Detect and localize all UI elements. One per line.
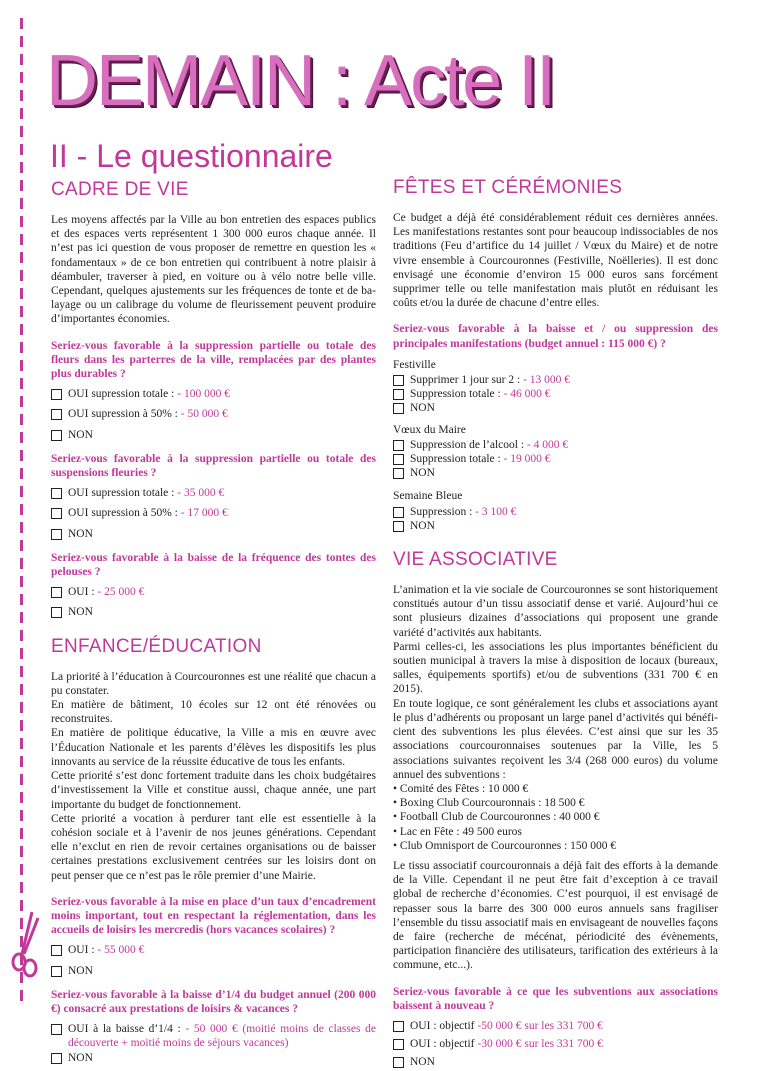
option-label: NON <box>68 527 93 540</box>
section-cadre-de-vie <box>51 177 376 620</box>
group-label: Festiville <box>393 358 436 371</box>
checkbox[interactable] <box>51 508 62 519</box>
option-label: NON <box>68 1051 93 1064</box>
list-item: • Football Club de Courcouronnes : 40 000 € <box>393 811 600 824</box>
option-label: OUI supression totale : <box>68 388 178 401</box>
option-oui-totale[interactable] <box>51 387 376 401</box>
checkbox[interactable] <box>51 430 62 441</box>
option-oui-50[interactable] <box>51 407 376 421</box>
option-label: OUI supression totale : <box>68 487 178 500</box>
checkbox[interactable] <box>393 468 404 479</box>
question: Seriez-vous favorable à la baisse d’1/4 du budget annuel (200 000 €) consacré aux prestations de loisirs & vacances ? <box>51 988 376 1015</box>
checkbox[interactable] <box>51 607 62 618</box>
option-amount: - 3 100 € <box>475 505 517 518</box>
option-label: OUI : <box>68 586 98 599</box>
section-fetes-ceremonies <box>393 175 718 533</box>
option-label: NON <box>68 428 93 441</box>
option-amount: - 13 000 € <box>523 374 571 387</box>
option-non[interactable] <box>393 1055 718 1069</box>
option-oui[interactable] <box>51 585 376 599</box>
option-label: Supprimer 1 jour sur 2 : <box>410 374 524 387</box>
checkbox[interactable] <box>393 403 404 414</box>
option-label: NON <box>410 1056 435 1069</box>
question: Seriez-vous favorable à la mise en place d’un taux d’encadrement moins important, tout en respectant la réglementation, dans les accueils de loisirs les mercredis (hors vacances scolaires) ? <box>51 895 376 937</box>
section-heading: VIE ASSOCIATIVE <box>393 549 558 571</box>
paragraph: Cette priorité s’est donc fortement traduite dans les choix budgétaires d’investissement la Ville et constitue aussi, chaque année, une part importante du budget de fonctionnement. <box>51 770 376 811</box>
option-amount: -50 000 € sur les 331 700 € <box>477 1019 603 1032</box>
list-item: • Comité des Fêtes : 10 000 € <box>393 782 529 795</box>
section-intro: Ce budget a déjà été considérablement réduit ces dernières années. Les manifestations restantes sont pour beaucoup indissociables de nos traditions (Feu d’artifice du 14 juillet / Vœux du Maire) et de notre vivre ensemble à Courcouronnes (Festiville, Noëlleries). Il est donc envisagé une économie d’environ 15 000 euros sans forcément supprimer telle ou telle manifestation mais plutôt en réduisant les coûts et/ou la durée de chacune d’entre elles. <box>393 212 718 310</box>
checkbox[interactable] <box>51 966 62 977</box>
option-label: OUI : objectif <box>410 1038 478 1051</box>
option-amount: - 19 000 € <box>503 453 551 466</box>
checkbox[interactable] <box>393 389 404 400</box>
option-label: NON <box>410 519 435 532</box>
question: Seriez-vous favorable à la suppression partielle ou totale des suspensions fleuries ? <box>51 452 376 480</box>
option-amount: -30 000 € sur les 331 700 € <box>477 1038 603 1051</box>
option-non[interactable] <box>393 401 718 415</box>
option-amount: - 46 000 € <box>503 388 551 401</box>
paragraph: Cette priorité a vocation à perdurer tant elle est essentielle à la cohésion sociale et à l’avenir de nos jeunes générations. Cependant elle n’exclut en rien de revoir certaines organisations ou de baisser certaines prestations exclusivement centrées sur les loisirs dont on peut penser que ce n’est pas le rôle premier d’une Mairie. <box>51 812 376 882</box>
option[interactable] <box>393 373 718 387</box>
option-amount: - 35 000 € <box>177 487 225 500</box>
paragraph: Le tissu associatif courcouronnais a déjà fait des efforts à la demande de la Ville. Cependant il ne peut être fait d’exception à ce travail global de recherche d’économies. C’est pourquoi, il est envisagé de repasser sous la barre des 300 000 euros annuels sans fragiliser l’ensemble du tissu associatif mais en envisageant de nouvelles façons de faire (recherche de mécénat, périodicité des évènements, participation financière des utilisateurs, tarification des extérieurs à la commune, etc...). <box>393 859 718 972</box>
checkbox[interactable] <box>393 507 404 518</box>
option-oui-50000[interactable] <box>393 1019 718 1033</box>
option-label: Suppression totale : <box>410 453 504 466</box>
left-column <box>51 173 376 1071</box>
list-item: • Club Omnisport de Courcouronnes : 150 000 € <box>393 839 617 852</box>
paragraph: Parmi celles-ci, les associations les plus importantes bénéficient du soutien municipal à travers la mise à disposition de locaux (bureaux, salles, équipements sportifs) et/ou de subventions (331 700 € en 2015). <box>393 640 718 696</box>
option[interactable] <box>393 452 718 466</box>
section-heading: ENFANCE/ÉDUCATION <box>51 635 262 657</box>
checkbox[interactable] <box>51 409 62 420</box>
option-label: NON <box>68 606 93 619</box>
option[interactable] <box>393 387 718 401</box>
paragraph: En matière de politique éducative, la Ville a mis en œuvre avec l’Éducation Nationale et les parents d’élèves les dispositifs les plus innovants au service de la réussite éducative de tous les enfants. <box>51 727 376 768</box>
option-label: NON <box>410 467 435 480</box>
option-label: OUI : objectif <box>410 1019 478 1032</box>
option-amount: - 100 000 € <box>177 388 230 401</box>
section-vie-associative <box>393 547 718 1070</box>
section-heading: CADRE DE VIE <box>51 179 189 200</box>
option-non[interactable] <box>393 519 718 533</box>
checkbox[interactable] <box>51 1053 62 1064</box>
checkbox[interactable] <box>51 1024 62 1035</box>
option-oui[interactable] <box>51 943 376 957</box>
checkbox[interactable] <box>51 529 62 540</box>
group-label: Semaine Bleue <box>393 490 463 503</box>
option-oui-30000[interactable] <box>393 1037 718 1051</box>
paragraph: En toute logique, ce sont généralement les clubs et associations ayant le plus d’adhérents ou proposant un large panel d’activités qui bénéficient des subventions les plus élevées. C’est ainsi que sur les 35 associations courcouronnaises soutenues par la Ville, les 5 associations suivantes reçoivent les 3/4 (268 000 euros) du volume annuel des subventions : <box>393 697 718 781</box>
option-non[interactable] <box>51 428 376 442</box>
section-enfance-education <box>51 634 376 1065</box>
option-oui-50[interactable] <box>51 506 376 520</box>
cut-line <box>20 18 23 1018</box>
group-label: Vœux du Maire <box>393 423 466 436</box>
question: Seriez-vous favorable à la baisse et / ou suppression des principales manifestations (budget annuel : 115 000 €) ? <box>393 323 718 350</box>
checkbox[interactable] <box>393 1021 404 1032</box>
checkbox[interactable] <box>393 521 404 532</box>
option[interactable] <box>393 505 718 519</box>
checkbox[interactable] <box>51 945 62 956</box>
paragraph: La priorité à l’éducation à Courcouronnes est une réalité que chacun a pu constater. <box>51 670 376 697</box>
option-amount: - 55 000 € <box>97 944 145 957</box>
option-label: Suppression totale : <box>410 388 504 401</box>
subsidy-list <box>393 782 718 853</box>
option-amount: - 50 000 € (moitié moins de classes de découverte + moitié moins de séjours vacances) <box>68 1023 376 1050</box>
option-amount: - 25 000 € <box>97 586 145 599</box>
right-column <box>393 171 718 1070</box>
option-non[interactable] <box>51 964 376 978</box>
checkbox[interactable] <box>393 440 404 451</box>
option-label: OUI supression à 50% : <box>68 507 181 520</box>
question: Seriez-vous favorable à la baisse de la fréquence des tontes des pelouses ? <box>51 551 376 579</box>
checkbox[interactable] <box>393 1039 404 1050</box>
question: Seriez-vous favorable à la suppression partielle ou totale des fleurs dans les parterres de la ville, remplacées par des plantes plus durables ? <box>51 339 376 381</box>
option-non[interactable] <box>51 1051 376 1065</box>
checkbox[interactable] <box>51 488 62 499</box>
option-label: NON <box>410 402 435 415</box>
list-item: • Boxing Club Courcouronnais : 18 500 € <box>393 797 585 810</box>
option-amount: - 50 000 € <box>180 408 228 421</box>
option[interactable] <box>393 438 718 452</box>
option-oui-totale[interactable] <box>51 486 376 500</box>
option-non[interactable] <box>51 527 376 541</box>
checkbox[interactable] <box>393 454 404 465</box>
option-oui-quart[interactable] <box>51 1022 376 1050</box>
option-amount: - 17 000 € <box>180 507 228 520</box>
checkbox[interactable] <box>51 389 62 400</box>
option-label: OUI : <box>68 944 98 957</box>
option-label: Suppression de l’alcool : <box>410 438 527 451</box>
scissors-icon <box>8 910 42 980</box>
option-label: Suppression : <box>410 505 476 518</box>
list-item: • Lac en Fête : 49 500 euros <box>393 825 522 838</box>
checkbox[interactable] <box>393 375 404 386</box>
option-label: OUI à la baisse d’1/4 : <box>68 1023 186 1036</box>
page-subtitle: II - Le questionnaire <box>50 138 333 174</box>
checkbox[interactable] <box>393 1057 404 1068</box>
question: Seriez-vous favorable à ce que les subventions aux associations baissent à nouveau ? <box>393 985 718 1012</box>
option-label: OUI supression à 50% : <box>68 408 181 421</box>
option-label: NON <box>68 964 93 977</box>
section-intro: Les moyens affectés par la Ville au bon entretien des espaces publics et des espaces verts représentent 1 300 000 euros chaque année. Il n’est pas ici question de vous proposer de remettre en question les « fondamentaux » de ce bon entretien qui contribuent à notre plaisir à déambuler, traverser à pied, en voiture ou à vélo notre belle ville. Cependant, quelques ajustements sur les fréquences de tonte et de balayage ou un calibrage du volume de fleurissement peuvent produire d’importantes économies. <box>51 214 376 326</box>
option-non[interactable] <box>393 466 718 480</box>
checkbox[interactable] <box>51 587 62 598</box>
paragraph: En matière de bâtiment, 10 écoles sur 12 ont été rénovées ou reconstruites. <box>51 699 376 726</box>
section-heading: FÊTES ET CÉRÉMONIES <box>393 177 623 198</box>
option-amount: - 4 000 € <box>526 438 569 451</box>
paragraph: L’animation et la vie sociale de Courcouronnes se sont historiquement constitués autour d’un tissu associatif dense et varié. Aujourd’hui ce sont plusieurs dizaines d’associations qui proposent une grande variété d’activités aux habitants. <box>393 584 718 639</box>
page-title: DEMAIN : Acte II <box>46 41 555 121</box>
option-non[interactable] <box>51 605 376 619</box>
